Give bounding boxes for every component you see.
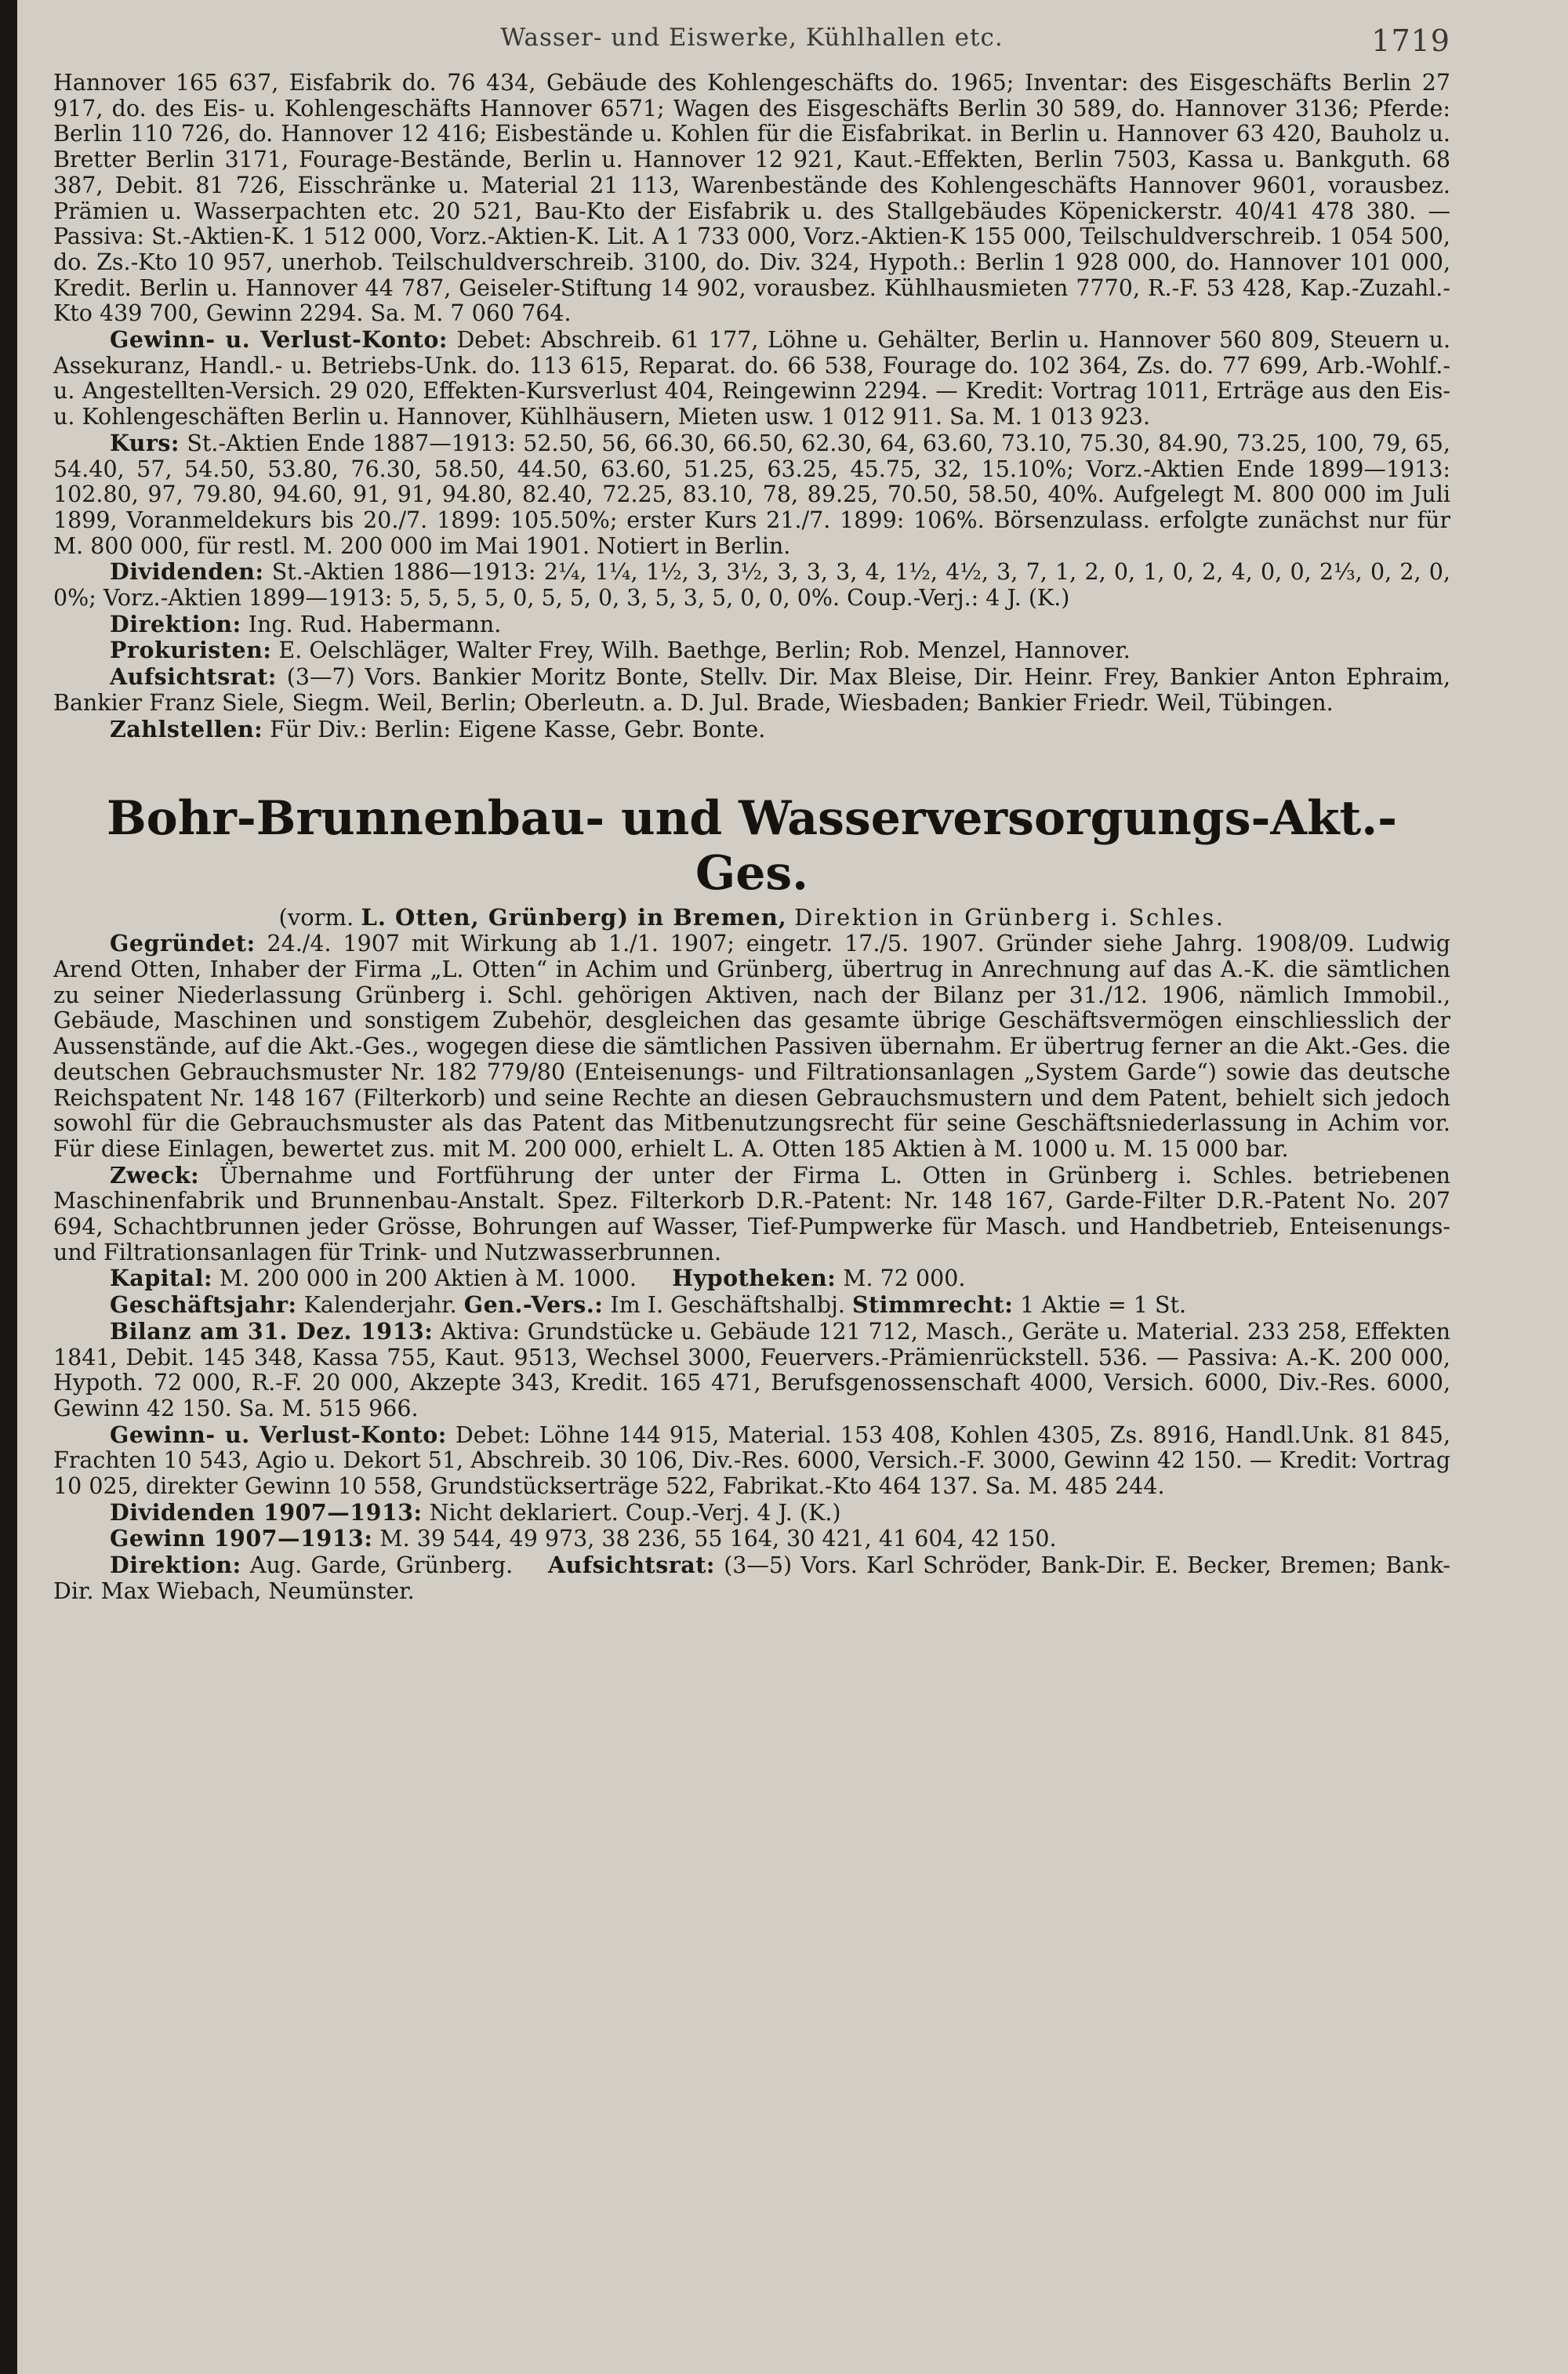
- prokuristen-label: Prokuristen:: [110, 637, 272, 664]
- genvers-label: Gen.-Vers.:: [463, 1291, 604, 1319]
- subtitle-firm: L. Otten, Grünberg) in Bremen,: [361, 904, 787, 931]
- dividenden-text: St.-Aktien 1886—1913: 2¼, 1¼, 1½, 3, 3½, 3, 3, 3, 4, 1½, 4½, 3, 7, 1, 2, 0, 1, 0, 2, 4, 0, 0, 2⅓, 0, 2, 0, 0%; Vorz.-Aktien 1899—1913: 5, 5, 5, 5, 0, 5, 5, 0, 3, 5, 3, 5, 0, 0, 0%. Coup.-Verj.: 4 J. (K.): [53, 559, 1450, 612]
- aufsichtsrat-text: (3—7) Vors. Bankier Moritz Bonte, Stellv. Dir. Max Bleise, Dir. Heinr. Frey, Bankier Anton Ephraim, Bankier Franz Siele, Siegm. Weil, Berlin; Oberleutn. a. D. Jul. Brade, Wiesbaden; Bankier Friedr. Weil, Tübingen.: [53, 664, 1450, 716]
- kapital-entry: [53, 1265, 1450, 1292]
- company-aufsichtsrat-label: Aufsichtsrat:: [548, 1552, 715, 1579]
- aufsichtsrat-label: Aufsichtsrat:: [110, 663, 277, 691]
- company-dividenden-label: Dividenden 1907—1913:: [110, 1498, 423, 1526]
- genvers-text: Im I. Geschäftshalbj.: [610, 1292, 845, 1319]
- kurs-text: St.-Aktien Ende 1887—1913: 52.50, 56, 66.30, 66.50, 62.30, 64, 63.60, 73.10, 75.30, 84.90, 73.25, 100, 79, 65, 54.40, 57, 54.50, 53.80, 76.30, 58.50, 44.50, 63.60, 51.25, 63.25, 45.75, 32, 15.10%; Vorz.-Aktien Ende 1899—1913: 102.80, 97, 79.80, 94.60, 91, 91, 94.80, 82.40, 72.25, 83.10, 78, 89.25, 70.50, 58.50, 40%. Aufgelegt M. 800 000 im Juli 1899, Voranmeldekurs bis 20./7. 1899: 105.50%; erster Kurs 21./7. 1899: 106%. Börsenzulass. erfolgte zunächst nur für M. 800 000, für restl. M. 200 000 im Mai 1901. Notiert in Berlin.: [53, 430, 1450, 559]
- bilanz-label: Bilanz am 31. Dez. 1913:: [110, 1317, 434, 1345]
- company-title: Bohr-Brunnenbau- und Wasserversorgungs-Akt.-Ges.: [106, 791, 1398, 902]
- guv-label: Gewinn- u. Verlust-Konto:: [110, 1421, 447, 1448]
- kapital-label: Kapital:: [110, 1265, 212, 1292]
- geschaeftsjahr-text: Kalenderjahr.: [303, 1292, 457, 1319]
- stimmrecht-text: 1 Aktie = 1 St.: [1020, 1292, 1187, 1319]
- company-dividenden-text: Nicht deklariert. Coup.-Verj. 4 J. (K.): [429, 1499, 841, 1526]
- direktion-entry: [53, 612, 1450, 638]
- guv-text: Debet: Löhne 144 915, Material. 153 408, Kohlen 4305, Zs. 8916, Handl.Unk. 81 845, Frachten 10 543, Agio u. Dekort 51, Abschreib. 30 106, Div.-Res. 6000, Versich.-F. 3000, Gewinn 42 150. — Kredit: Vortrag 10 025, direkter Gewinn 10 558, Grundstückserträge 522, Fabrikat.-Kto 464 137. Sa. M. 485 244.: [53, 1421, 1451, 1500]
- direktion-text: Ing. Rud. Habermann.: [248, 611, 502, 637]
- page-gutter: [0, 0, 17, 2374]
- subtitle-prefix: (vorm.: [278, 904, 354, 931]
- gewinn-text: M. 39 544, 49 973, 38 236, 55 164, 30 421, 41 604, 42 150.: [379, 1526, 1057, 1552]
- gegruendet-entry: [53, 931, 1450, 1162]
- zahlstellen-label: Zahlstellen:: [110, 715, 263, 742]
- prokuristen-entry: [53, 637, 1450, 664]
- aufsichtsrat-entry: [53, 664, 1450, 716]
- company-direktion-label: Direktion:: [110, 1552, 241, 1579]
- balance-continued: Hannover 165 637, Eisfabrik do. 76 434, Gebäude des Kohlengeschäfts do. 1965; Inventar: des Eisgeschäfts Berlin 27 917, do. des Eis- u. Kohlengeschäfts Hannover 6571; Wagen des Eisgeschäfts Berlin 30 589, do. Hannover 3136; Pferde: Berlin 110 726, do. Hannover 12 416; Eisbestände u. Kohlen für die Eisfabrikat. in Berlin u. Hannover 63 420, Bauholz u. Bretter Berlin 3171, Fourage-Bestände, Berlin u. Hannover 12 921, Kaut.-Effekten, Berlin 7503, Kassa u. Bankguth. 68 387, Debit. 81 726, Eisschränke u. Material 21 113, Warenbestände des Kohlengeschäfts Hannover 9601, vorausbez. Prämien u. Wasserpachten etc. 20 521, Bau-Kto der Eisfabrik u. des Stallgebäudes Köpenickerstr. 40/41 478 380. — Passiva: St.-Aktien-K. 1 512 000, Vorz.-Aktien-K. Lit. A 1 733 000, Vorz.-Aktien-K 155 000, Teilschuldverschreib. 1 054 500, do. Zs.-Kto 10 957, unerhob. Teilschuldverschreib. 3100, do. Div. 324, Hypoth.: Berlin 1 928 000, do. Hannover 101 000, Kredit. Berlin u. Hannover 44 787, Geiseler-Stiftung 14 902, vorausbez. Kühlhausmieten 7770, R.-F. 53 428, Kap.-Zuzahl.-Kto 439 700, Gewinn 2294. Sa. M. 7 060 764.: [53, 70, 1450, 327]
- guv-entry: [53, 1422, 1450, 1500]
- company-dividenden-entry: [53, 1500, 1450, 1526]
- company-direktion-text: Aug. Garde, Grünberg.: [249, 1552, 514, 1579]
- zweck-label: Zweck:: [110, 1161, 200, 1189]
- geschaeftsjahr-entry: [53, 1292, 1450, 1319]
- gegruendet-label: Gegründet:: [110, 930, 256, 957]
- direktion-label: Direktion:: [110, 610, 241, 637]
- gegruendet-text: 24./4. 1907 mit Wirkung ab 1./1. 1907; eingetr. 17./5. 1907. Gründer siehe Jahrg. 1908/09. Ludwig Arend Otten, Inhaber der Firma „L. Otten“ in Achim und Grünberg, übertrug in Anrechnung auf das A.-K. die sämtlichen zu seiner Niederlassung Grünberg i. Schl. gehörigen Aktiven, nach der Bilanz per 31./12. 1906, nämlich Immobil., Gebäude, Maschinen und sonstigem Zubehör, desgleichen das gesamte übrige Geschäftsvermögen einschliesslich der Aussenstände, auf die Akt.-Ges., wogegen diese die sämtlichen Passiven übernahm. Er übertrug ferner an die Akt.-Ges. die deutschen Gebrauchsmuster Nr. 182 779/80 (Enteisenungs- und Filtrationsanlagen „System Garde“) sowie das deutsche Reichspatent Nr. 148 167 (Filterkorb) und seine Rechte an diesen Gebrauchsmustern und dem Patent, behielt sich jedoch sowohl für die Gebrauchsmuster als das Patent das Mitbenutzungsrecht für seine Geschäftsniederlassung in Achim vor. Für diese Einlagen, bewertet zus. mit M. 200 000, erhielt L. A. Otten 185 Aktien à M. 1000 u. M. 15 000 bar.: [53, 931, 1451, 1162]
- kurs-label: Kurs:: [110, 429, 180, 456]
- zweck-entry: [53, 1163, 1450, 1266]
- company-subtitle: [53, 904, 1450, 931]
- kapital-text: M. 200 000 in 200 Aktien à M. 1000.: [220, 1265, 637, 1292]
- pl-account-label: Gewinn- u. Verlust-Konto:: [110, 326, 448, 354]
- hypotheken-text: M. 72 000.: [843, 1265, 966, 1292]
- company-aufsichtsrat-text: (3—5) Vors. Karl Schröder, Bank-Dir. E. Becker, Bremen; Bank-Dir. Max Wiebach, Neumünster.: [53, 1552, 1450, 1604]
- kurs-entry: [53, 430, 1450, 560]
- running-title: Wasser- und Eiswerke, Kühlhallen etc.: [500, 24, 1004, 52]
- zahlstellen-entry: [53, 717, 1450, 743]
- hypotheken-label: Hypotheken:: [672, 1265, 837, 1292]
- running-header: [53, 24, 1450, 71]
- dividenden-label: Dividenden:: [110, 558, 264, 586]
- pl-account-text: Debet: Abschreib. 61 177, Löhne u. Gehälter, Berlin u. Hannover 560 809, Steuern u. Assekuranz, Handl.- u. Betriebs-Unk. do. 113 615, Reparat. do. 66 538, Fourage do. 102 364, Zs. do. 77 699, Arb.-Wohlf.- u. Angestellten-Versich. 29 020, Effekten-Kursverlust 404, Reingewinn 2294. — Kredit: Vortrag 1011, Erträge aus den Eis- u. Kohlengeschäften Berlin u. Hannover, Kühlhäusern, Mieten usw. 1 012 911. Sa. M. 1 013 923.: [53, 327, 1451, 430]
- zahlstellen-text: Für Div.: Berlin: Eigene Kasse, Gebr. Bonte.: [270, 716, 766, 742]
- gewinn-label: Gewinn 1907—1913:: [110, 1525, 373, 1552]
- company-direktion-entry: [53, 1552, 1450, 1604]
- prokuristen-text: E. Oelschläger, Walter Frey, Wilh. Baethge, Berlin; Rob. Menzel, Hannover.: [278, 637, 1131, 664]
- page-number: 1719: [1371, 24, 1450, 58]
- zweck-text: Übernahme und Fortführung der unter der Firma L. Otten in Grünberg i. Schles. betriebenen Maschinenfabrik und Brunnenbau-Anstalt. Spez. Filterkorb D.R.-Patent: Nr. 148 167, Garde-Filter D.R.-Patent No. 207 694, Schachtbrunnen jeder Grösse, Bohrungen auf Wasser, Tief-Pumpwerke für Masch. und Handbetrieb, Enteisenungs- und Filtrationsanlagen für Trink- und Nutzwasserbrunnen.: [53, 1162, 1451, 1265]
- stimmrecht-label: Stimmrecht:: [851, 1291, 1014, 1319]
- gewinn-entry: [53, 1526, 1450, 1552]
- subtitle-suffix: Direktion in Grünberg i. Schles.: [794, 904, 1225, 931]
- geschaeftsjahr-label: Geschäftsjahr:: [110, 1291, 297, 1319]
- pl-account-entry: [53, 327, 1450, 430]
- dividenden-entry: [53, 559, 1450, 611]
- bilanz-entry: [53, 1319, 1450, 1422]
- bilanz-text: Aktiva: Grundstücke u. Gebäude 121 712, Masch., Geräte u. Material. 233 258, Effekten 1841, Debit. 145 348, Kassa 755, Kaut. 9513, Wechsel 3000, Feuervers.-Prämienrückstell. 536. — Passiva: A.-K. 200 000, Hypoth. 72 000, R.-F. 20 000, Akzepte 343, Kredit. 165 471, Berufsgenossenschaft 4000, Versich. 6000, Div.-Res. 6000, Gewinn 42 150. Sa. M. 515 966.: [53, 1318, 1451, 1421]
